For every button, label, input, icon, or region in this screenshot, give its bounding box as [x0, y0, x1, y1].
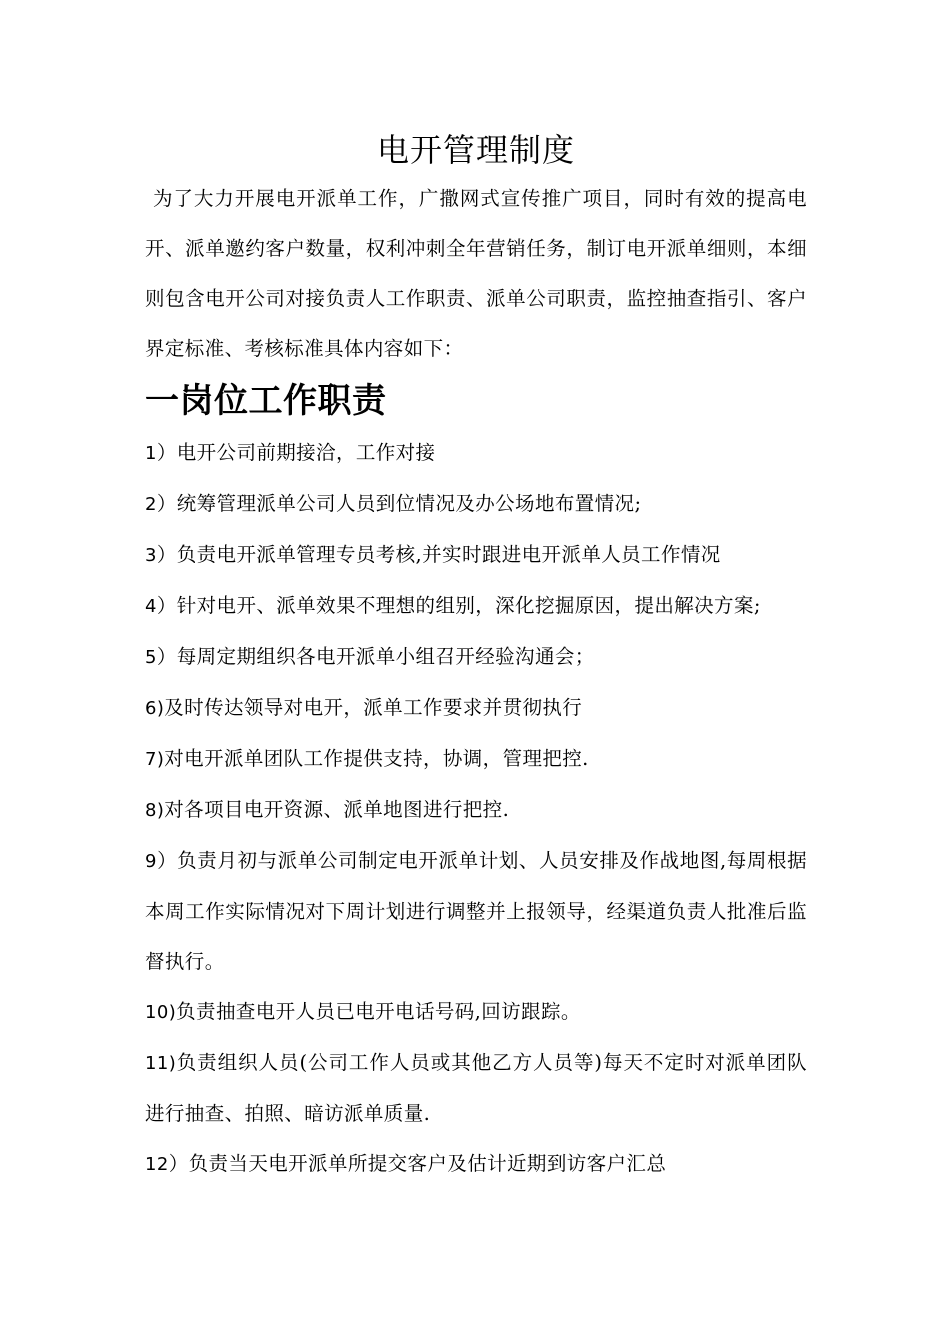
item-number: 3 — [145, 545, 157, 566]
item-text: ）统筹管理派单公司人员到位情况及办公场地布置情况; — [156, 492, 642, 515]
item-text: 负责抽查电开人员已电开电话号码,回访跟踪。 — [176, 1000, 581, 1023]
list-item — [145, 1038, 807, 1139]
item-number: 2 — [145, 494, 157, 515]
page-title: 电开管理制度 — [376, 131, 575, 169]
item-text: ）每周定期组织各电开派单小组召开经验沟通会； — [156, 645, 595, 668]
document-body — [145, 128, 807, 1190]
item-number: 4 — [145, 596, 157, 617]
item-text: ）负责电开派单管理专员考核,并实时跟进电开派单人员工作情况 — [156, 543, 721, 566]
item-number: 12 — [145, 1154, 169, 1175]
item-number: 7) — [145, 749, 165, 770]
intro-paragraph: 为了大力开展电开派单工作，广撒网式宣传推广项目，同时有效的提高电开、派单邀约客户数量，权利冲刺全年营销任务，制订电开派单细则，本细则包含电开公司对接负责人工作职责、派单公司职责，监控抽查指引、客户界定标准、考核标准具体内容如下： — [145, 187, 807, 360]
item-number: 11) — [145, 1053, 177, 1074]
list-item — [145, 1139, 807, 1190]
item-number: 5 — [145, 647, 157, 668]
list-item — [145, 734, 807, 785]
item-text: 对电开派单团队工作提供支持，协调，管理把控. — [164, 747, 589, 770]
item-text: ）负责月初与派单公司制定电开派单计划、人员安排及作战地图,每周根据本周工作实际情况对下周计划进行调整并上报领导，经渠道负责人批准后监督执行。 — [145, 849, 807, 973]
list-item — [145, 530, 807, 581]
item-text: 对各项目电开资源、派单地图进行把控. — [164, 798, 510, 821]
list-item — [145, 836, 807, 987]
item-text: ）负责当天电开派单所提交客户及估计近期到访客户汇总 — [168, 1152, 667, 1175]
item-text: ）针对电开、派单效果不理想的组别，深化挖掘原因，提出解决方案; — [156, 594, 761, 617]
item-number: 8) — [145, 800, 165, 821]
list-item — [145, 581, 807, 632]
item-text: 及时传达领导对电开，派单工作要求并贯彻执行 — [164, 696, 583, 719]
list-item — [145, 428, 807, 479]
section-heading: 一岗位工作职责 — [145, 381, 387, 421]
list-item — [145, 632, 807, 683]
list-item — [145, 785, 807, 836]
item-text: 负责组织人员(公司工作人员或其他乙方人员等)每天不定时对派单团队进行抽查、拍照、暗访派单质量. — [145, 1051, 807, 1125]
item-number: 9 — [145, 851, 157, 872]
item-number: 6) — [145, 698, 165, 719]
list-item — [145, 479, 807, 530]
list-item — [145, 683, 807, 734]
item-number: 10) — [145, 1002, 177, 1023]
duty-list — [145, 428, 807, 1190]
item-text: ）电开公司前期接洽，工作对接 — [156, 441, 436, 464]
item-number: 1 — [145, 443, 157, 464]
list-item — [145, 987, 807, 1038]
